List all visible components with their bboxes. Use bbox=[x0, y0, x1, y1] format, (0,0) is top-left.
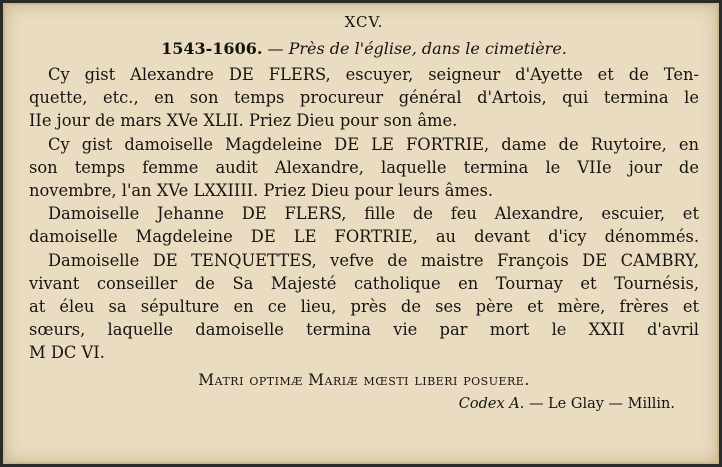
inscription-location: Près de l'église, dans le cimetière. bbox=[288, 39, 567, 58]
text-line: vivant conseiller de Sa Majesté catholique en Tournay et Tournésis, bbox=[29, 273, 699, 293]
latin-motto: Matri optimæ Mariæ mœsti liberi posuere. bbox=[198, 370, 530, 389]
inscription-number: XCV. bbox=[344, 13, 384, 31]
text-line: Damoiselle DE TENQUETTES, vefve de maistre François DE CAMBRY, bbox=[48, 250, 699, 270]
inscription-header bbox=[29, 35, 699, 63]
source-codex: Codex A. bbox=[458, 395, 525, 412]
header-dash: — bbox=[267, 39, 284, 58]
paragraph-magdeleine bbox=[29, 133, 699, 203]
text-line: Damoiselle Jehanne DE FLERS, fille de feu Alexandre, escuier, et bbox=[48, 204, 699, 224]
document-page bbox=[29, 7, 699, 416]
inscription-dates: 1543-1606. bbox=[161, 39, 263, 58]
text-line: damoiselle Magdeleine DE LE FORTRIE, au devant d'icy dénommés. bbox=[29, 227, 699, 247]
text-line: quette, etc., en son temps procureur général d'Artois, qui termina le bbox=[29, 88, 699, 108]
source-citation bbox=[29, 392, 699, 416]
text-line: at éleu sa sépulture en ce lieu, près de ses père et mère, frères et bbox=[29, 297, 699, 317]
text-line: IIe jour de mars XVe XLII. Priez Dieu pour son âme. bbox=[29, 111, 458, 131]
text-line: novembre, l'an XVe LXXIIII. Priez Dieu pour leurs âmes. bbox=[29, 181, 494, 201]
text-line: Cy gist damoiselle Magdeleine DE LE FORTRIE, dame de Ruytoire, en bbox=[48, 134, 699, 154]
text-line: son temps femme audit Alexandre, laquelle termina le VIIe jour de bbox=[29, 157, 699, 177]
text-line: sœurs, laquelle damoiselle termina vie par mort le XXII d'avril bbox=[29, 320, 699, 340]
text-line: Cy gist Alexandre DE FLERS, escuyer, seigneur d'Ayette et de Ten- bbox=[48, 65, 699, 84]
source-authors: — Le Glay — Millin. bbox=[528, 395, 675, 412]
text-line: M DC VI. bbox=[29, 343, 105, 363]
paragraph-alexandre bbox=[29, 63, 699, 133]
paragraph-jehanne bbox=[29, 202, 699, 364]
